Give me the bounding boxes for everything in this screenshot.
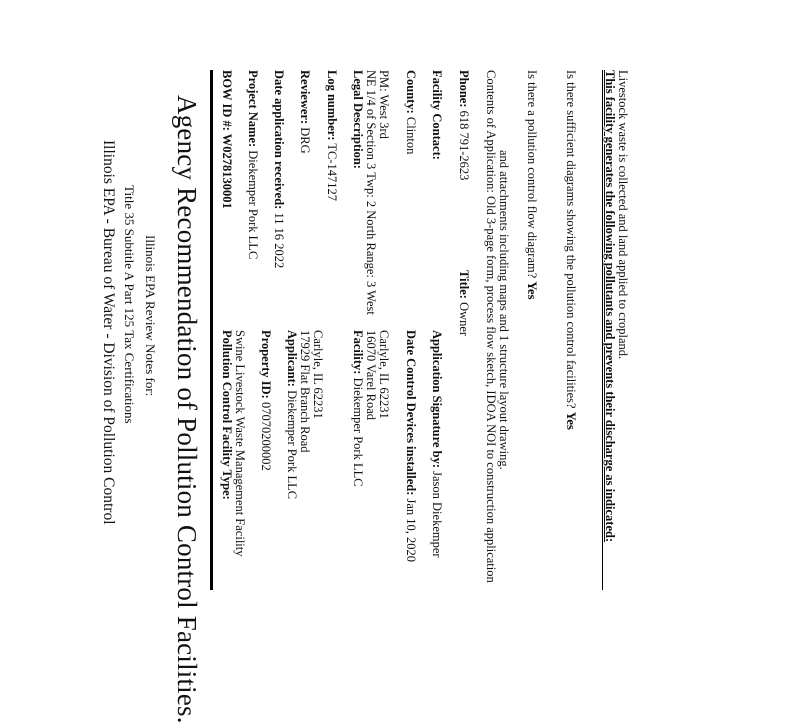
applicant-label: Applicant: (285, 330, 299, 387)
log-number-label: Log number: (325, 70, 339, 141)
contents-line-1: Contents of Application: Old 3-page form, process flow sketch, IDOA NOI to construction application (484, 70, 498, 583)
facility-type-value: Swine Livestock Waste Management Facility (233, 330, 247, 557)
facility-type-label: Pollution Control Facility Type: (220, 330, 234, 500)
facility-label: Facility: (351, 330, 365, 375)
log-number (325, 70, 339, 201)
bow-id (220, 70, 234, 209)
signer-title-value: Owner (457, 302, 471, 337)
reviewer-value: DRG (298, 127, 312, 154)
date-installed (404, 330, 418, 562)
applicant-address-2: Carlyle, IL 62231 (311, 330, 325, 419)
signer-title (457, 270, 471, 336)
bow-id-value: W0278130001 (220, 133, 234, 209)
facility-address-2: Carlyle, IL 62231 (377, 330, 391, 419)
facility-contact-label: Facility Contact: (430, 70, 444, 160)
facility-value: Diekemper Pork LLC (351, 377, 365, 487)
date-installed-label: Date Control Devices installed: (404, 330, 418, 496)
pollutants-heading: This facility generates the following pollutants and prevents their discharge as indicated: (603, 70, 617, 543)
contents-line-2: and attachments including maps and 1 structure layout drawing. (497, 150, 511, 470)
phone (457, 70, 471, 180)
page-title: Agency Recommendation of Pollution Control Facilities. (172, 95, 202, 724)
property-id-value: 07070200002 (259, 401, 273, 471)
sufficient-diagrams-answer: Yes (564, 411, 578, 430)
flow-diagram-question (525, 70, 539, 299)
application-signature (430, 330, 444, 558)
county (404, 70, 418, 154)
phone-value: 618 791-2623 (457, 110, 471, 181)
livestock-waste-note: Livestock waste is collected and land applied to cropland. (616, 70, 630, 360)
flow-diagram-question-text: Is there a pollution control flow diagram? (525, 70, 539, 279)
reviewer (298, 70, 312, 154)
project-name-value: Diekemper Pork LLC (246, 150, 260, 260)
property-id-label: Property ID: (259, 330, 273, 399)
facility-address-1: 16070 Varel Road (364, 330, 378, 421)
date-received-label: Date application received: (272, 70, 286, 210)
log-number-value: TC-147127 (325, 143, 339, 202)
header-line-1: Illinois EPA - Bureau of Water - Division of Pollution Control (100, 140, 117, 525)
legal-description-line-2: PM: West 3rd (377, 70, 391, 139)
phone-label: Phone: (457, 70, 471, 108)
flow-diagram-answer: Yes (525, 281, 539, 300)
legal-description-line-1: NE 1/4 of Section 3 Twp: 2 North Range: 3 West (364, 70, 378, 315)
signer-title-label: Title: (457, 270, 471, 299)
date-installed-value: Jan 10, 2020 (404, 498, 418, 563)
property-id (259, 330, 273, 471)
project-name (246, 70, 260, 259)
applicant-value: Diekemper Pork LLC (285, 390, 299, 500)
left-margin-rule (602, 70, 603, 590)
sufficient-diagrams-question (564, 70, 578, 430)
project-name-label: Project Name: (246, 70, 260, 148)
sufficient-diagrams-question-text: Is there sufficient diagrams showing the pollution control facilities? (564, 70, 578, 409)
bow-id-label: BOW ID #: (220, 70, 234, 131)
header-line-2: Title 35 Subtitle A Part 125 Tax Certifications (122, 185, 137, 424)
county-value: Clinton (404, 116, 418, 155)
county-label: County: (404, 70, 418, 114)
reviewer-label: Reviewer: (298, 70, 312, 125)
applicant-address-1: 17929 Flat Branch Road (298, 330, 312, 453)
date-received-value: 11 16 2022 (272, 212, 286, 269)
date-received (272, 70, 286, 268)
title-divider (210, 70, 213, 590)
facility (351, 330, 365, 487)
legal-description-label: Legal Description: (351, 70, 365, 169)
application-signature-value: Jason Diekemper (430, 471, 444, 558)
header-line-3: Illinois EPA Review Notes for: (143, 235, 158, 397)
applicant (285, 330, 299, 499)
application-signature-label: Application Signature by: (430, 330, 444, 468)
